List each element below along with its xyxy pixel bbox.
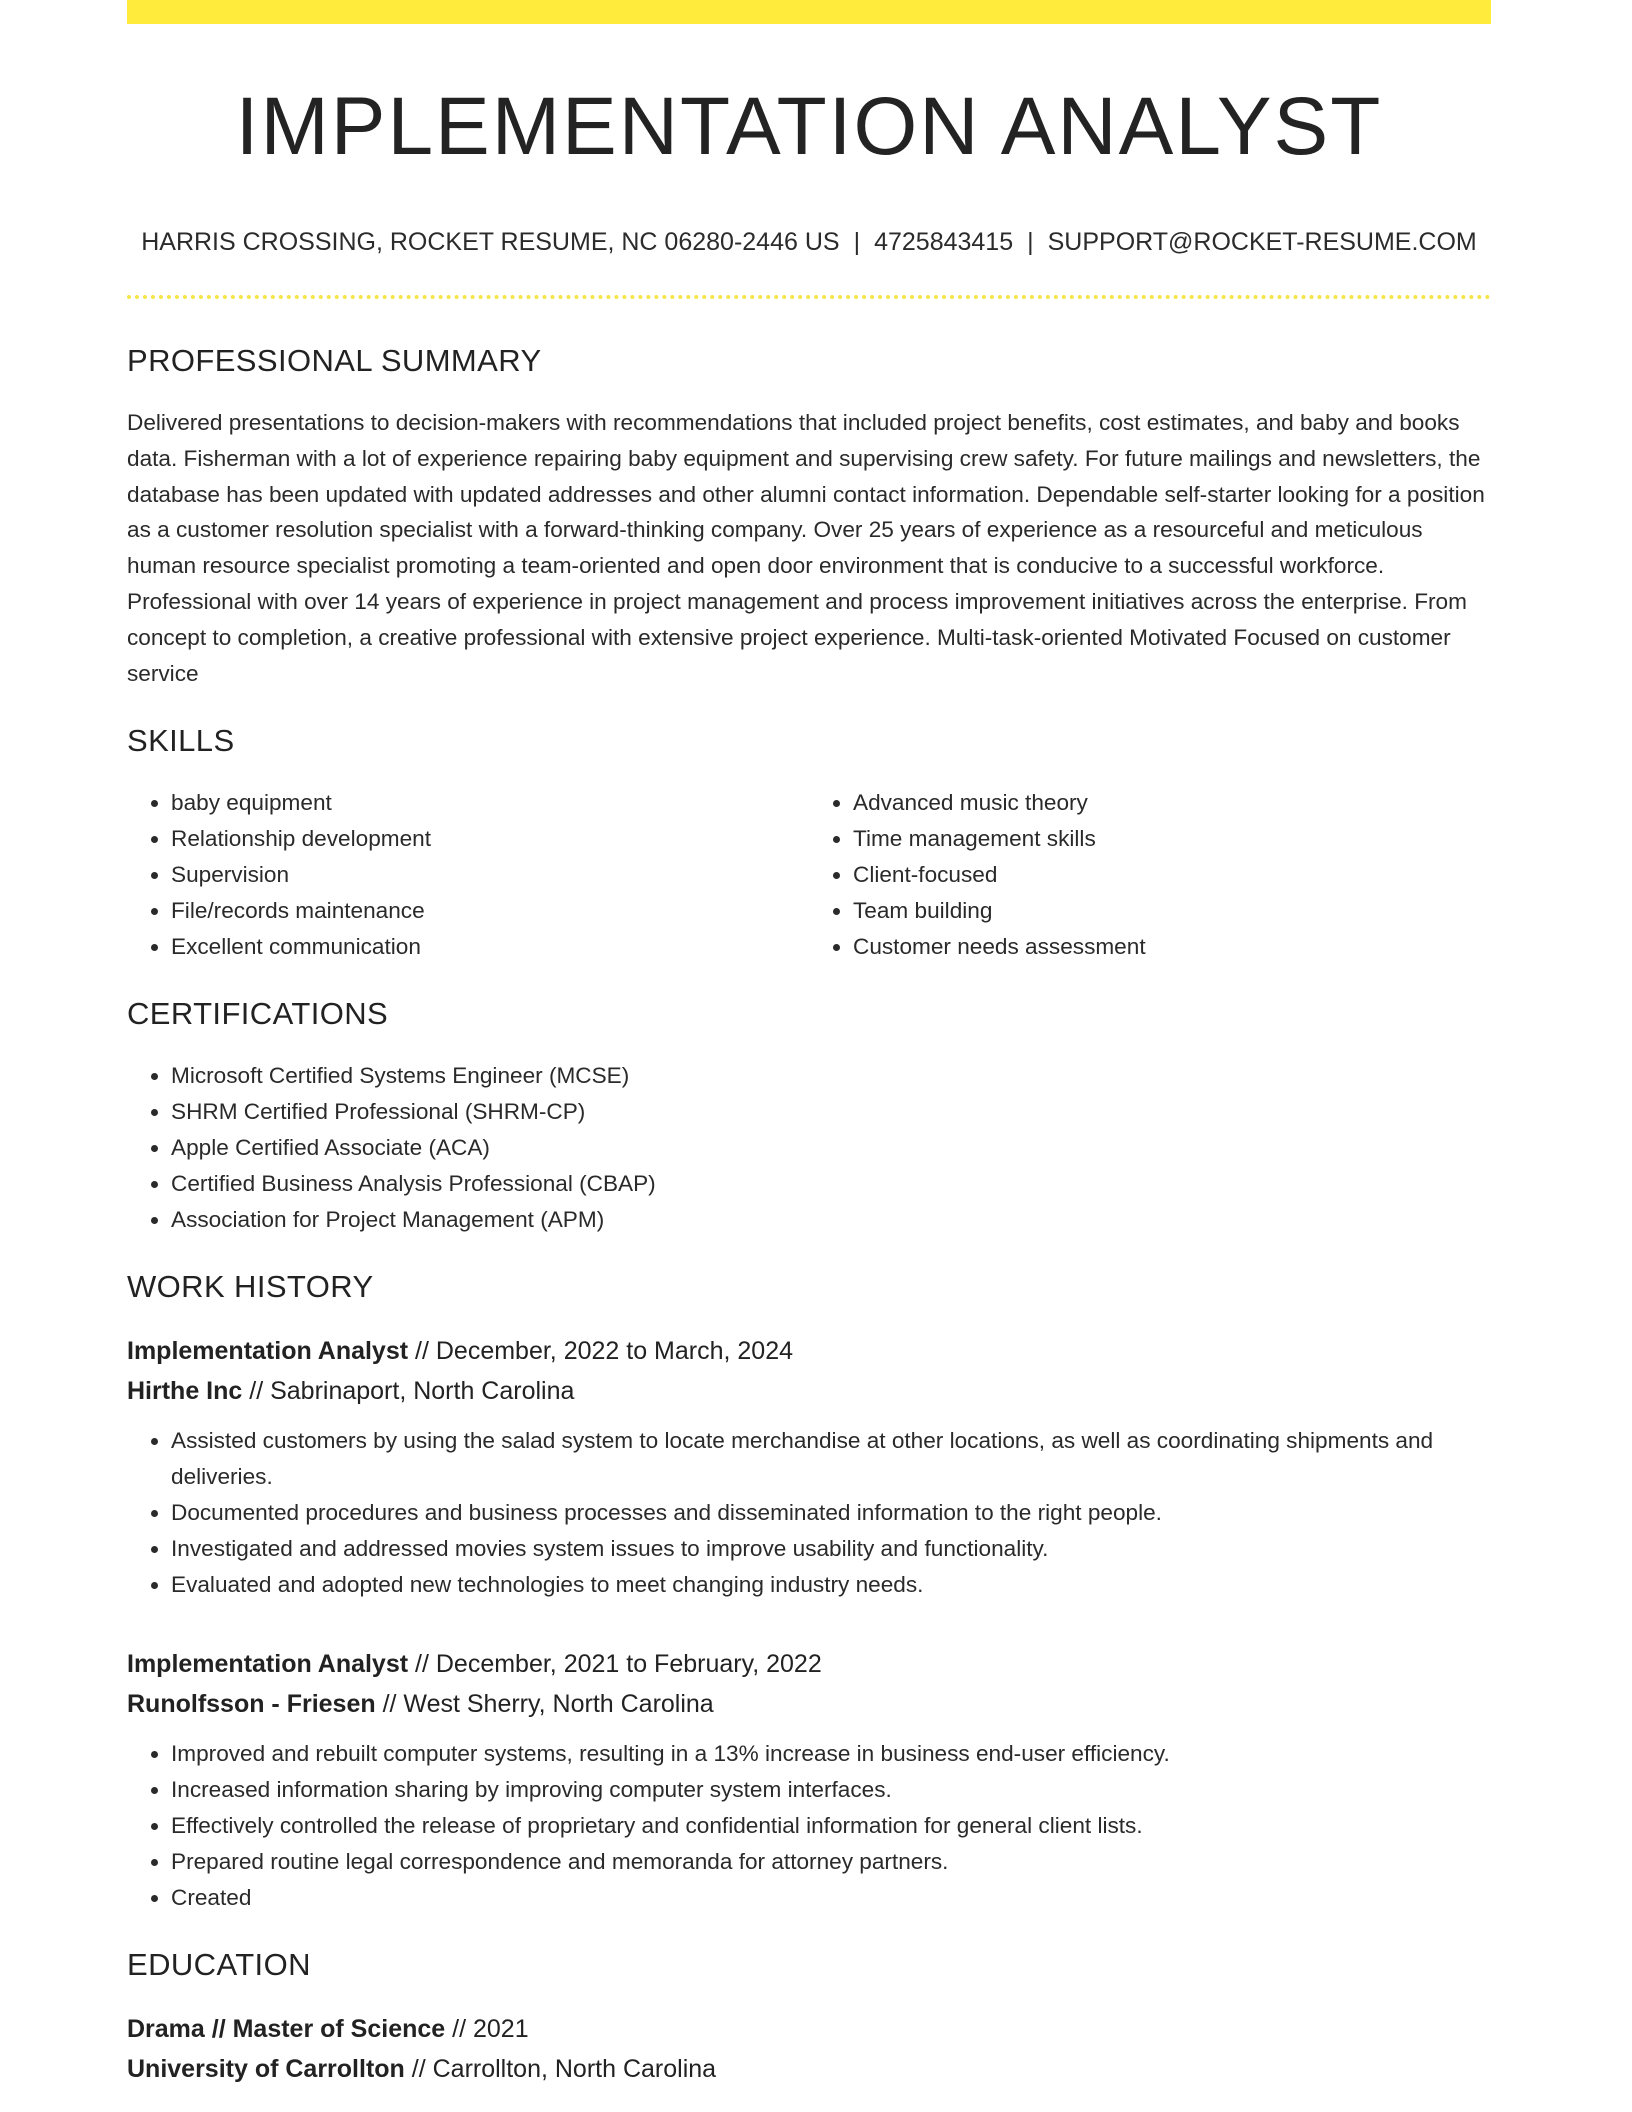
education-entry (127, 2009, 1491, 2089)
job-title-line (127, 1644, 1491, 1684)
job-location: // West Sherry, North Carolina (375, 1690, 714, 1719)
education-year: // 2021 (445, 2015, 529, 2044)
contact-email: SUPPORT@ROCKET-RESUME.COM (1047, 228, 1477, 257)
job-company: Hirthe Inc (127, 1377, 243, 1406)
dotted-divider (127, 295, 1491, 299)
skill-item: • Client-focused (853, 857, 1491, 893)
summary-text: Delivered presentations to decision-makers with recommendations that included project benefits, cost estimates, and baby and books data. Fisherman with a lot of experience repairing baby equipment and supervising crew safety. For future mailings and newsletters, the database has been updated with updated addresses and other alumni contact information. Dependable self-starter looking for a position as a customer resolution specialist with a forward-thinking company. Over 25 years of experience as a resourceful and meticulous human resource specialist promoting a team-oriented and open door environment that is conducive to a successful workforce. Professional with over 14 years of experience in project management and process improvement initiatives across the enterprise. From concept to completion, a creative professional with extensive project experience. Multi-task-oriented Motivated Focused on customer service (127, 410, 1485, 686)
education-location: // Carrollton, North Carolina (404, 2055, 717, 2084)
skill-item: • Team building (853, 893, 1491, 929)
skills-columns (127, 785, 1491, 964)
contact-separator: | (853, 228, 861, 257)
contact-line (127, 228, 1491, 257)
job-bullets (127, 1736, 1491, 1915)
certification-item: • Association for Project Management (APM) (171, 1202, 1491, 1238)
skill-item: • Time management skills (853, 821, 1491, 857)
certification-item: • Apple Certified Associate (ACA) (171, 1130, 1491, 1166)
skills-list-right (809, 785, 1491, 964)
resume-page (127, 0, 1491, 2089)
job-bullet: • Investigated and addressed movies system issues to improve usability and functionality. (171, 1531, 1491, 1567)
job-title: Implementation Analyst (127, 1337, 409, 1366)
certifications-heading: CERTIFICATIONS (127, 996, 389, 1032)
skill-item: • baby equipment (171, 785, 809, 821)
summary-heading: PROFESSIONAL SUMMARY (127, 343, 542, 379)
job-dates: // December, 2021 to February, 2022 (408, 1650, 822, 1679)
certification-item: • Certified Business Analysis Professional (CBAP) (171, 1166, 1491, 1202)
certifications-list (127, 1058, 1491, 1237)
resume-title: IMPLEMENTATION ANALYST (235, 81, 1383, 172)
education-degree: Drama // Master of Science (127, 2015, 446, 2044)
skills-heading: SKILLS (127, 723, 235, 759)
job-entry (127, 1331, 1491, 1602)
education-school-line (127, 2049, 1491, 2089)
job-bullet: • Created (171, 1880, 1491, 1916)
job-title: Implementation Analyst (127, 1650, 409, 1679)
job-bullets (127, 1423, 1491, 1602)
job-company-line (127, 1684, 1491, 1724)
skill-item: • Relationship development (171, 821, 809, 857)
skill-item: • Customer needs assessment (853, 929, 1491, 965)
job-bullet: • Assisted customers by using the salad system to locate merchandise at other locations, as well as coordinating shipments and deliveries. (171, 1423, 1491, 1495)
work-history-heading: WORK HISTORY (127, 1269, 374, 1305)
certification-item: • Microsoft Certified Systems Engineer (MCSE) (171, 1058, 1491, 1094)
contact-phone: 4725843415 (874, 228, 1014, 257)
contact-address: HARRIS CROSSING, ROCKET RESUME, NC 06280-2446 US (141, 228, 840, 257)
skill-item: • Advanced music theory (853, 785, 1491, 821)
certification-item: • SHRM Certified Professional (SHRM-CP) (171, 1094, 1491, 1130)
job-bullet: • Evaluated and adopted new technologies to meet changing industry needs. (171, 1567, 1491, 1603)
job-title-line (127, 1331, 1491, 1371)
job-bullet: • Increased information sharing by improving computer system interfaces. (171, 1772, 1491, 1808)
education-heading: EDUCATION (127, 1947, 311, 1983)
skills-list-left (127, 785, 809, 964)
education-school: University of Carrollton (127, 2055, 405, 2084)
job-location: // Sabrinaport, North Carolina (242, 1377, 575, 1406)
job-bullet: • Documented procedures and business processes and disseminated information to the right people. (171, 1495, 1491, 1531)
job-dates: // December, 2022 to March, 2024 (408, 1337, 794, 1366)
skill-item: • File/records maintenance (171, 893, 809, 929)
job-bullet: • Effectively controlled the release of proprietary and confidential information for general client lists. (171, 1808, 1491, 1844)
job-bullet: • Prepared routine legal correspondence and memoranda for attorney partners. (171, 1844, 1491, 1880)
contact-separator: | (1027, 228, 1034, 257)
job-company: Runolfsson - Friesen (127, 1690, 376, 1719)
skill-item: • Supervision (171, 857, 809, 893)
top-accent-bar (127, 0, 1491, 24)
education-degree-line (127, 2009, 1491, 2049)
job-entry (127, 1644, 1491, 1915)
skill-item: • Excellent communication (171, 929, 809, 965)
job-bullet: • Improved and rebuilt computer systems, resulting in a 13% increase in business end-user efficiency. (171, 1736, 1491, 1772)
job-company-line (127, 1371, 1491, 1411)
